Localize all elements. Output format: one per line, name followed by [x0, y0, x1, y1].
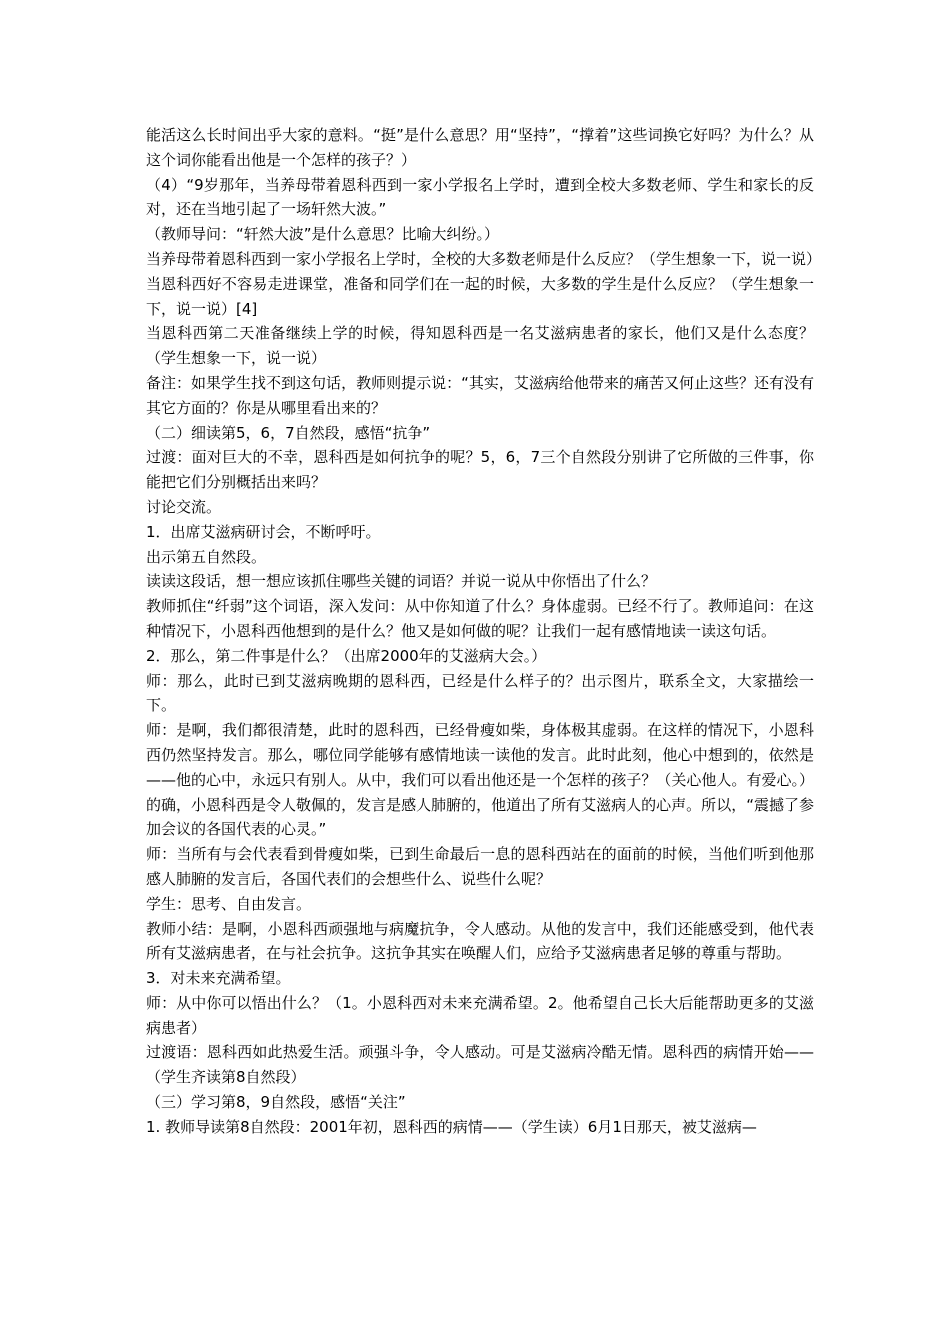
paragraph-6: 当恩科西第二天准备继续上学的时候，得知恩科西是一名艾滋病患者的家长，他们又是什么态度？（学生想象一下，说一说）	[146, 324, 814, 368]
list-item-1: 1．出席艾滋病研讨会，不断呼吁。	[146, 522, 381, 541]
paragraph-23: 过渡语：恩科西如此热爱生活。顽强斗争，令人感动。可是艾滋病冷酷无情。恩科西的病情开始——（学生齐读第8自然段）	[146, 1043, 814, 1087]
list-item-3: 3．对未来充满希望。	[146, 969, 291, 988]
paragraph-7: 备注：如果学生找不到这句话，教师则提示说：“其实，艾滋病给他带来的痛苦又何止这些？还有没有其它方面的？你是从哪里看出来的？	[146, 373, 814, 417]
paragraph-25: 1. 教师导读第8自然段：2001年初，恩科西的病情——（学生读）6月1日那天，被艾滋病—	[146, 1117, 757, 1136]
paragraph-9: 过渡：面对巨大的不幸，恩科西是如何抗争的呢？5，6，7三个自然段分别讲了它所做的三件事，你能把它们分别概括出来吗？	[146, 448, 814, 492]
paragraph-10: 讨论交流。	[146, 497, 222, 516]
paragraph-1: 能活这么长时间出乎大家的意料。“挺”是什么意思？用“坚持”，“撑着”这些词换它好吗？为什么？从这个词你能看出他是一个怎样的孩子？）	[146, 126, 814, 169]
document-body	[146, 123, 822, 1140]
paragraph-16: 师：那么，此时已到艾滋病晚期的恩科西，已经是什么样子的？出示图片，联系全文，大家描绘一下。	[146, 671, 814, 715]
paragraph-12: 出示第五自然段。	[146, 547, 267, 566]
paragraph-13: 读读这段话，想一想应该抓住哪些关键的词语？并说一说从中你悟出了什么？	[146, 572, 657, 591]
section-heading-3: （三）学习第8，9自然段，感悟“关注”	[146, 1093, 406, 1112]
paragraph-3: （教师导问：“轩然大波”是什么意思？比喻大纠纷。）	[146, 225, 500, 244]
list-item-2: 2．那么，第二件事是什么？（出席2000年的艾滋病大会。）	[146, 646, 547, 665]
paragraph-2: （4）“9岁那年，当养母带着恩科西到一家小学报名上学时，遭到全校大多数老师、学生和家长的反对，还在当地引起了一场轩然大波。”	[146, 175, 814, 219]
section-heading-2: （二）细读第5，6，7自然段，感悟“抗争”	[146, 423, 431, 442]
paragraph-19: 学生：思考、自由发言。	[146, 894, 312, 913]
paragraph-20: 教师小结：是啊，小恩科西顽强地与病魔抗争，令人感动。从他的发言中，我们还能感受到，他代表所有艾滋病患者，在与社会抗争。这抗争其实在唤醒人们，应给予艾滋病患者足够的尊重与帮助。	[146, 919, 814, 963]
paragraph-5: 当恩科西好不容易走进课堂，准备和同学们在一起的时候，大多数的学生是什么反应？（学生想象一下，说一说）[4]	[146, 274, 814, 318]
paragraph-14: 教师抓住“纤弱”这个词语，深入发问：从中你知道了什么？身体虚弱。已经不行了。教师追问：在这种情况下，小恩科西他想到的是什么？他又是如何做的呢？让我们一起有感情地读一读这句话。	[146, 597, 814, 640]
paragraph-4: 当养母带着恩科西到一家小学报名上学时，全校的大多数老师是什么反应？（学生想象一下，说一说）	[146, 249, 822, 268]
paragraph-22: 师：从中你可以悟出什么？（1。小恩科西对未来充满希望。2。他希望自己长大后能帮助更多的艾滋病患者）	[146, 993, 814, 1037]
paragraph-17: 师：是啊，我们都很清楚，此时的恩科西，已经骨瘦如柴，身体极其虚弱。在这样的情况下，小恩科西仍然坚持发言。那么，哪位同学能够有感情地读一读他的发言。此时此刻，他心中想到的，依然是——他的心中，永远只有别人。从中，我们可以看出他还是一个怎样的孩子？（关心他人。有爱心。）的确，小恩科西是令人敬佩的，发言是感人肺腑的，他道出了所有艾滋病人的心声。所以，“震撼了参加会议的各国代表的心灵。”	[146, 721, 814, 839]
paragraph-18: 师：当所有与会代表看到骨瘦如柴，已到生命最后一息的恩科西站在的面前的时候，当他们听到他那感人肺腑的发言后，各国代表们的会想些什么、说些什么呢？	[146, 845, 814, 888]
